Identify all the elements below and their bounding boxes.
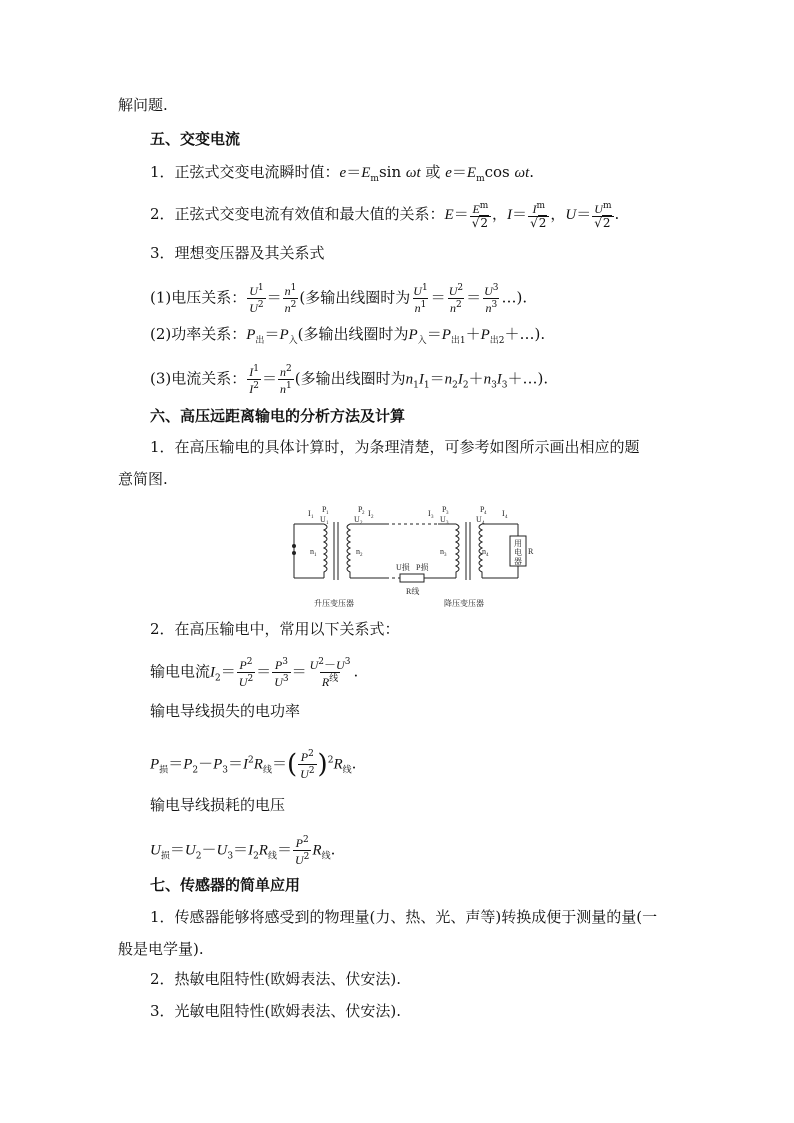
load-resistance-label: R — [528, 547, 534, 556]
svg-text:2: 2 — [360, 553, 363, 558]
svg-text:3: 3 — [444, 553, 447, 558]
svg-text:P: P — [442, 505, 447, 514]
svg-text:1: 1 — [314, 553, 317, 558]
text-line: 3．理想变压器及其关系式 — [150, 244, 325, 262]
svg-text:U: U — [476, 515, 482, 524]
svg-text:1: 1 — [326, 521, 329, 526]
svg-text:I: I — [368, 509, 371, 518]
svg-text:4: 4 — [505, 515, 508, 520]
formula-line-power: (2)功率关系：$P_出=P_入$(多输出线圈时为$P_入=P_{出1}+P_{出2}+\dots$). — [150, 325, 546, 346]
text-line: 输电导线损失的电功率 — [150, 702, 301, 720]
svg-text:1: 1 — [311, 515, 314, 520]
formula-line-voltage: (1)电压关系： $\frac{U^1}{U^2}$ ＝ $\frac{n^1}{n^2}$ (多输出线圈时为 $\frac{U^1}{n^1}$ ＝ $\frac{U^2}{n^2}$ ＝ $\frac{U^3}{n^3}$ …). — [150, 283, 528, 315]
svg-text:电: 电 — [514, 548, 522, 557]
formula-line-effective: 2．正弦式交变电流有效值和最大值的关系：E＝ $\frac{E^m}{√2}$ ，I＝ $\frac{I^m}{√2}$ ，U＝ $\frac{U^m}{√2}$ . — [150, 201, 620, 230]
section-heading-5: 五、交变电流 — [150, 130, 241, 148]
step-up-label: 升压变压器 — [314, 599, 354, 608]
svg-text:P: P — [322, 505, 327, 514]
svg-text:I: I — [502, 509, 505, 518]
text-line: 解问题. — [118, 96, 168, 114]
svg-text:1: 1 — [326, 511, 329, 516]
formula-line-voltage-loss: $U_损=U_2-U_3=I_2R_线=$ $\frac{P^2}{U^2}$ $R_线$. — [150, 835, 336, 867]
text-line: 2．在高压输电中，常用以下关系式： — [150, 620, 400, 638]
section-heading-6: 六、高压远距离输电的分析方法及计算 — [150, 407, 406, 425]
svg-text:U: U — [440, 515, 446, 524]
formula-line-transmission-current: 输电电流$I_2=$ $\frac{P^2}{U^2}$ ＝ $\frac{P^3}{U^3}$ ＝ $\frac{U^2-U^3}{R^线}$ . — [150, 657, 359, 689]
svg-text:n: n — [482, 547, 486, 556]
svg-text:U: U — [320, 515, 326, 524]
text-line: 意简图. — [118, 470, 168, 488]
text-line: 输电导线损耗的电压 — [150, 796, 286, 814]
svg-text:4: 4 — [484, 511, 487, 516]
formula-line-current: (3)电流关系： $\frac{I^1}{I^2}$ ＝ $\frac{n^2}{n^1}$ (多输出线圈时为$n_1I_1=n_2I_2+n_3I_3+\dots$). — [150, 364, 549, 396]
svg-text:用: 用 — [514, 539, 522, 548]
loss-voltage-label: U损 — [396, 563, 410, 572]
formula-line-power-loss: $P_损=P_2-P_3=I^2R_线=$( $\frac{P^2}{U^2}$ )$^2R_线$. — [150, 749, 357, 781]
text-line: 3．光敏电阻特性(欧姆表法、伏安法). — [150, 1002, 402, 1020]
svg-text:2: 2 — [371, 515, 374, 520]
svg-text:n: n — [440, 547, 444, 556]
svg-text:3: 3 — [431, 515, 434, 520]
section-heading-7: 七、传感器的简单应用 — [150, 876, 301, 894]
transmission-diagram — [288, 500, 534, 610]
svg-text:3: 3 — [446, 521, 449, 526]
text-line: 1．在高压输电的具体计算时，为条理清楚，可参考如图所示画出相应的题 — [150, 438, 640, 456]
svg-text:I: I — [308, 509, 311, 518]
svg-text:P: P — [358, 505, 363, 514]
svg-text:2: 2 — [360, 521, 363, 526]
svg-text:器: 器 — [514, 557, 522, 566]
loss-power-label: P损 — [416, 563, 429, 572]
svg-text:n: n — [356, 547, 360, 556]
svg-text:I: I — [428, 509, 431, 518]
text-line: 1．传感器能够将感受到的物理量(力、热、光、声等)转换成便于测量的量(一 — [150, 908, 658, 926]
svg-text:4: 4 — [486, 553, 489, 558]
svg-text:U: U — [354, 515, 360, 524]
svg-text:n: n — [310, 547, 314, 556]
text-line: 2．热敏电阻特性(欧姆表法、伏安法). — [150, 970, 402, 988]
text-line: 般是电学量). — [118, 940, 204, 958]
svg-text:P: P — [480, 505, 485, 514]
svg-text:3: 3 — [446, 511, 449, 516]
line-resistance-label: R线 — [406, 587, 420, 596]
svg-text:4: 4 — [482, 521, 485, 526]
svg-text:2: 2 — [362, 511, 365, 516]
step-down-label: 降压变压器 — [444, 599, 484, 608]
formula-line-instantaneous: 1．正弦式交变电流瞬时值：$e=E_m\sin$ ωt 或 $e=E_m\cos$ ωt. — [150, 163, 535, 184]
